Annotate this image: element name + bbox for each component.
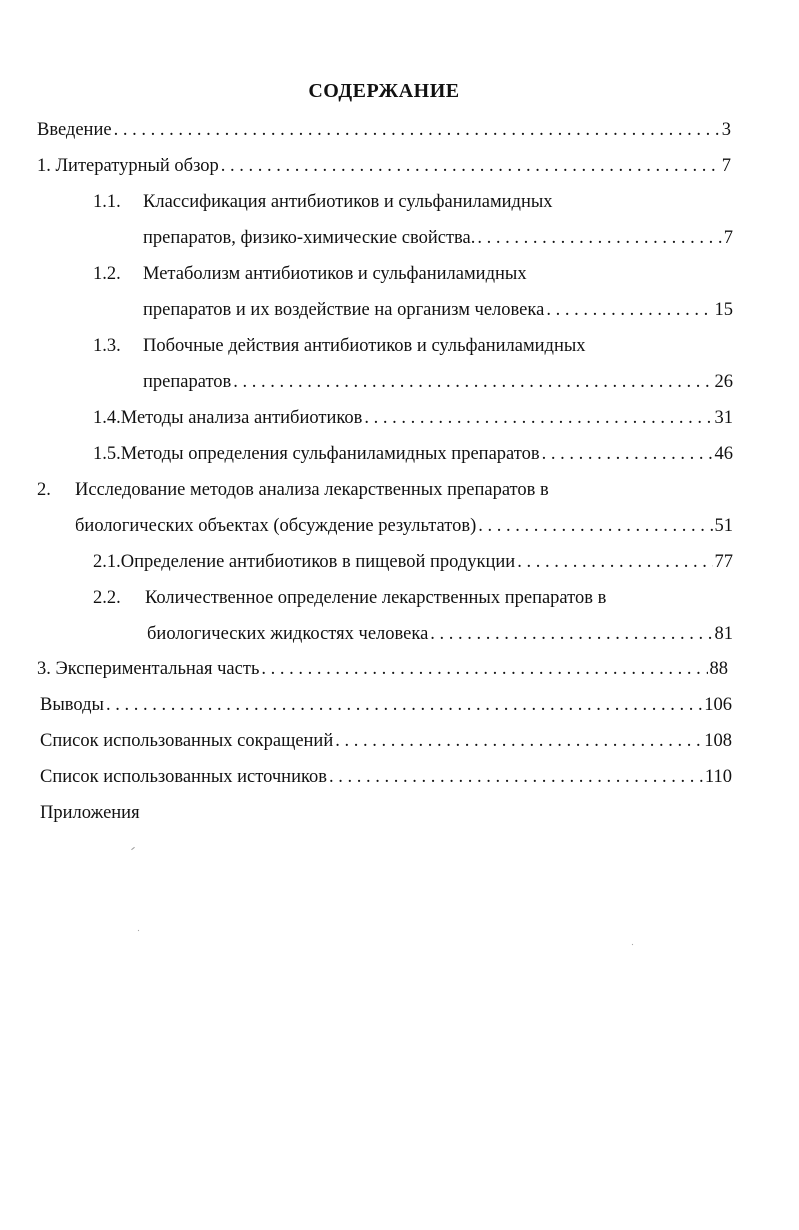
toc-entry-1-1-line2	[143, 225, 733, 251]
section-number: 2.1.	[93, 552, 121, 572]
toc-entry-1-5	[93, 441, 733, 467]
page-number: 51	[714, 516, 733, 536]
dot-leader	[221, 153, 720, 179]
dot-leader	[517, 549, 712, 575]
entry-label: Методы определения сульфаниламидных препаратов	[120, 444, 540, 464]
entry-label-continued: биологических жидкостях человека	[147, 624, 429, 644]
entry-label: Приложения	[40, 803, 140, 823]
dot-leader	[335, 728, 702, 754]
section-number: 1.5.	[93, 444, 121, 464]
toc-entry-chapter-3	[37, 656, 728, 682]
scan-speck	[632, 944, 633, 945]
entry-label: Исследование методов анализа лекарственных препаратов в	[75, 480, 549, 500]
dot-leader	[364, 405, 712, 431]
entry-label: Количественное определение лекарственных препаратов в	[145, 588, 607, 608]
entry-label-continued: препаратов	[143, 372, 232, 392]
entry-label: Выводы	[40, 695, 104, 715]
entry-label: Побочные действия антибиотиков и сульфаниламидных	[143, 336, 586, 356]
entry-label: Определение антибиотиков в пищевой продукции	[120, 552, 516, 572]
toc-entry-1-2-line1	[93, 261, 733, 287]
entry-label: Введение	[37, 120, 112, 140]
dot-leader	[478, 513, 712, 539]
page-number: 46	[714, 444, 733, 464]
dot-leader	[430, 621, 712, 647]
page-number: 3	[721, 120, 731, 140]
toc-entry-1-4	[93, 405, 733, 431]
toc-entry-chapter-2-line2	[75, 513, 733, 539]
toc-entry-1-3-line1	[93, 333, 733, 359]
toc-entry-2-2-line2	[147, 621, 733, 647]
toc-entry-1-2-line2	[143, 297, 733, 323]
dot-leader	[329, 764, 703, 790]
toc-entry-2-2-line1	[93, 585, 733, 611]
dot-leader	[106, 692, 702, 718]
dot-leader	[261, 656, 707, 682]
section-number: 1.3.	[93, 336, 121, 356]
page-number: 88	[709, 659, 728, 679]
page-number: 106	[704, 695, 732, 715]
entry-label-continued: препаратов и их воздействие на организм человека	[143, 300, 545, 320]
toc-entry-1-3-line2	[143, 369, 733, 395]
toc-entry-appendices	[40, 800, 732, 826]
toc-entry-abbreviations	[40, 728, 732, 754]
toc-entry-literature-review	[37, 153, 731, 179]
section-number: 1.1.	[93, 192, 121, 212]
section-number: 2.2.	[93, 588, 121, 608]
page-number: 77	[714, 552, 733, 572]
entry-label: Список использованных сокращений	[40, 731, 334, 751]
entry-label: Методы анализа антибиотиков	[120, 408, 363, 428]
dot-leader	[477, 225, 721, 251]
entry-label: Метаболизм антибиотиков и сульфаниламидных	[143, 264, 527, 284]
section-number: 1.4.	[93, 408, 121, 428]
toc-entry-intro	[37, 117, 731, 143]
entry-label-continued: препаратов, физико-химические свойства.	[143, 228, 476, 248]
dot-leader	[546, 297, 712, 323]
page-number: 110	[704, 767, 732, 787]
entry-label: 3. Экспериментальная часть	[37, 659, 260, 679]
page-number: 15	[714, 300, 733, 320]
toc-entry-1-1-line1	[93, 189, 733, 215]
page-number: 81	[714, 624, 733, 644]
page-number: 26	[714, 372, 733, 392]
entry-label: 1. Литературный обзор	[37, 156, 219, 176]
dot-leader	[114, 117, 720, 143]
entry-label-continued: биологических объектах (обсуждение результатов)	[75, 516, 477, 536]
toc-entry-chapter-2-line1	[37, 477, 733, 503]
toc-entry-references	[40, 764, 732, 790]
entry-label: Список использованных источников	[40, 767, 328, 787]
page-number: 31	[714, 408, 733, 428]
dot-leader	[542, 441, 713, 467]
scan-speck	[138, 930, 139, 931]
entry-label: Классификация антибиотиков и сульфаниламидных	[143, 192, 553, 212]
dot-leader	[233, 369, 712, 395]
section-number: 2.	[37, 480, 51, 500]
page-number: 108	[704, 731, 732, 751]
page-number: 7	[721, 156, 731, 176]
section-number: 1.2.	[93, 264, 121, 284]
toc-entry-conclusions	[40, 692, 732, 718]
page-number: 7	[723, 228, 733, 248]
toc-entry-2-1	[93, 549, 733, 575]
scan-speck	[131, 847, 135, 850]
page-title: СОДЕРЖАНИЕ	[308, 80, 460, 102]
